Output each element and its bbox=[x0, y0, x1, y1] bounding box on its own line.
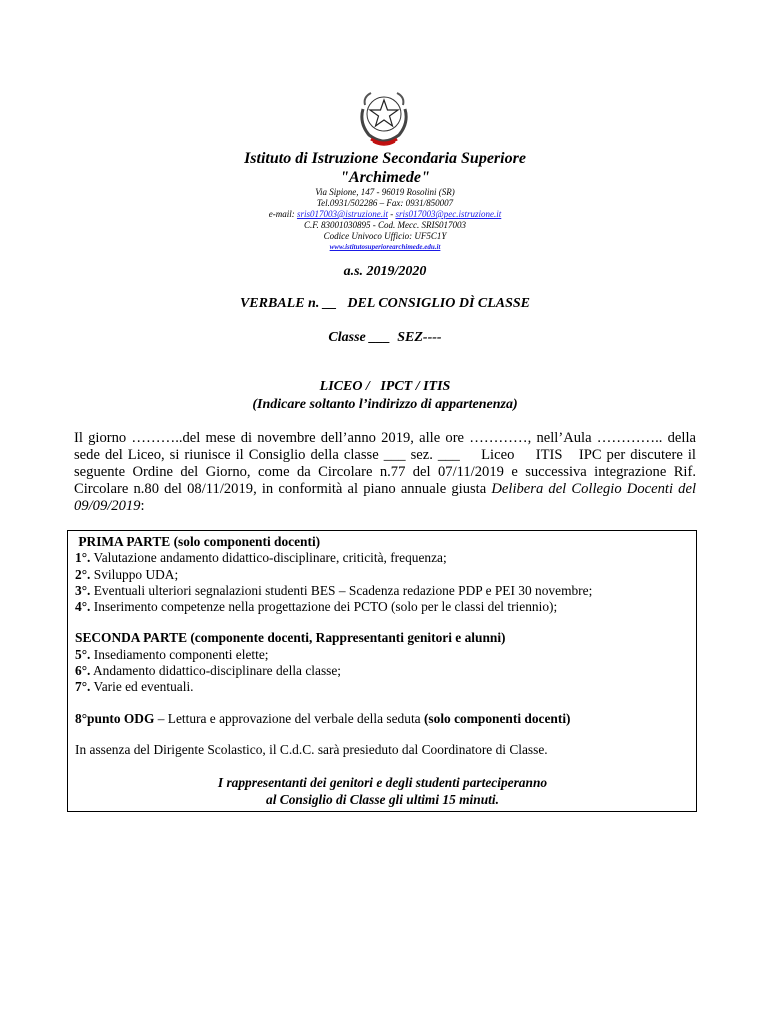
email-link-pec[interactable]: sris017003@pec.istruzione.it bbox=[395, 209, 502, 219]
agenda-item-number: 1°. bbox=[75, 550, 91, 566]
intro-delibera-text: Delibera del Collegio Docenti del 09/09/2019 bbox=[389, 481, 658, 497]
institute-name: Istituto di Istruzione Secondaria Superiore bbox=[244, 150, 526, 167]
part1-title: PRIMA PARTE (solo componenti docenti) bbox=[75, 534, 321, 549]
school-year: a.s. 2019/2020 bbox=[343, 264, 427, 279]
agenda-item bbox=[75, 583, 690, 599]
agenda-item bbox=[75, 599, 690, 615]
point8-label: 8°punto ODG bbox=[75, 710, 155, 726]
classe-line: Classe ___ SEZ---- bbox=[328, 330, 442, 345]
agenda-item bbox=[75, 567, 690, 583]
agenda-item-number: 4°. bbox=[75, 599, 91, 615]
email-link-istruzione[interactable]: sris017003@istruzione.it bbox=[296, 209, 388, 219]
email-label: e-mail: bbox=[268, 209, 297, 219]
website-line bbox=[0, 242, 770, 253]
closing-line-1: I rappresentanti dei genitori e degli studenti parteciperanno bbox=[217, 775, 548, 791]
agenda-item bbox=[75, 647, 690, 663]
agenda-item-text: Insediamento componenti elette; bbox=[90, 646, 269, 662]
agenda-point-8 bbox=[75, 711, 690, 727]
absence-note: In assenza del Dirigente Scolastico, il C.d.C. sarà presieduto dal Coordinatore di Classe. bbox=[75, 741, 548, 757]
agenda-item-text: Sviluppo UDA; bbox=[90, 566, 179, 582]
office-code: Codice Univoco Ufficio: UF5C1Y bbox=[323, 231, 447, 241]
agenda-item-number: 5°. bbox=[75, 646, 91, 662]
verbale-title: VERBALE n. __ DEL CONSIGLIO DÌ CLASSE bbox=[239, 296, 531, 311]
intro-end: : bbox=[657, 481, 662, 497]
agenda-item-text: Eventuali ulteriori segnalazioni studenti BES – Scadenza redazione PDP e PEI 30 novembre; bbox=[90, 582, 593, 598]
agenda-item-number: 7°. bbox=[75, 679, 91, 695]
point8-note: (solo componenti docenti) bbox=[423, 710, 571, 726]
institute-address: Via Sipione, 147 - 96019 Rosolini (SR) bbox=[315, 187, 455, 197]
agenda-item bbox=[75, 679, 690, 695]
agenda-item-number: 2°. bbox=[75, 566, 91, 582]
track-note: (Indicare soltanto l’indirizzo di appartenenza) bbox=[252, 397, 518, 412]
italian-republic-emblem-icon bbox=[353, 87, 415, 147]
email-separator: - bbox=[388, 209, 396, 219]
agenda-item-text: Valutazione andamento didattico-disciplinare, criticità, frequenza; bbox=[90, 550, 447, 566]
agenda-box bbox=[67, 530, 697, 812]
track-line: LICEO / IPCT / ITIS bbox=[319, 379, 451, 394]
intro-paragraph bbox=[74, 430, 696, 515]
part2-title: SECONDA PARTE (componente docenti, Rappresentanti genitori e alunni) bbox=[75, 630, 506, 646]
agenda-item-text: Inserimento competenze nella progettazione dei PCTO (solo per le classi del triennio); bbox=[90, 599, 558, 615]
point8-text: – Lettura e approvazione del verbale della seduta bbox=[154, 710, 424, 726]
institute-subname: "Archimede" bbox=[340, 169, 430, 186]
agenda-item-number: 3°. bbox=[75, 582, 91, 598]
institute-email-line bbox=[0, 209, 770, 220]
fiscal-code: C.F. 83001030895 - Cod. Mecc. SRIS017003 bbox=[303, 220, 467, 230]
agenda-item bbox=[75, 550, 690, 566]
institute-phone: Tel.0931/502286 – Fax: 0931/850007 bbox=[316, 198, 454, 208]
agenda-item-number: 6°. bbox=[75, 663, 91, 679]
agenda-item bbox=[75, 663, 690, 679]
intro-main-text: Il giorno ………..del mese di novembre dell’anno 2019, alle ore …………, nell’Aula ………….. della sede del Liceo, si riunisce il Consiglio della classe ___ sez. ___ Liceo ITIS IPC per discutere il seguente Ordine del Giorno, come da Circolare n.77 del 07/11/2019 e successiva integrazione Rif. Circolare n.80 del 08/11/2019, in conformità al piano annuale giusta bbox=[74, 430, 696, 497]
website-link[interactable]: www.istitutosuperiorearchimede.edu.it bbox=[329, 243, 441, 251]
agenda-item-text: Andamento didattico-disciplinare della classe; bbox=[90, 663, 342, 679]
closing-line-2: al Consiglio di Classe gli ultimi 15 minuti. bbox=[266, 791, 499, 807]
agenda-item-text: Varie ed eventuali. bbox=[90, 679, 194, 695]
